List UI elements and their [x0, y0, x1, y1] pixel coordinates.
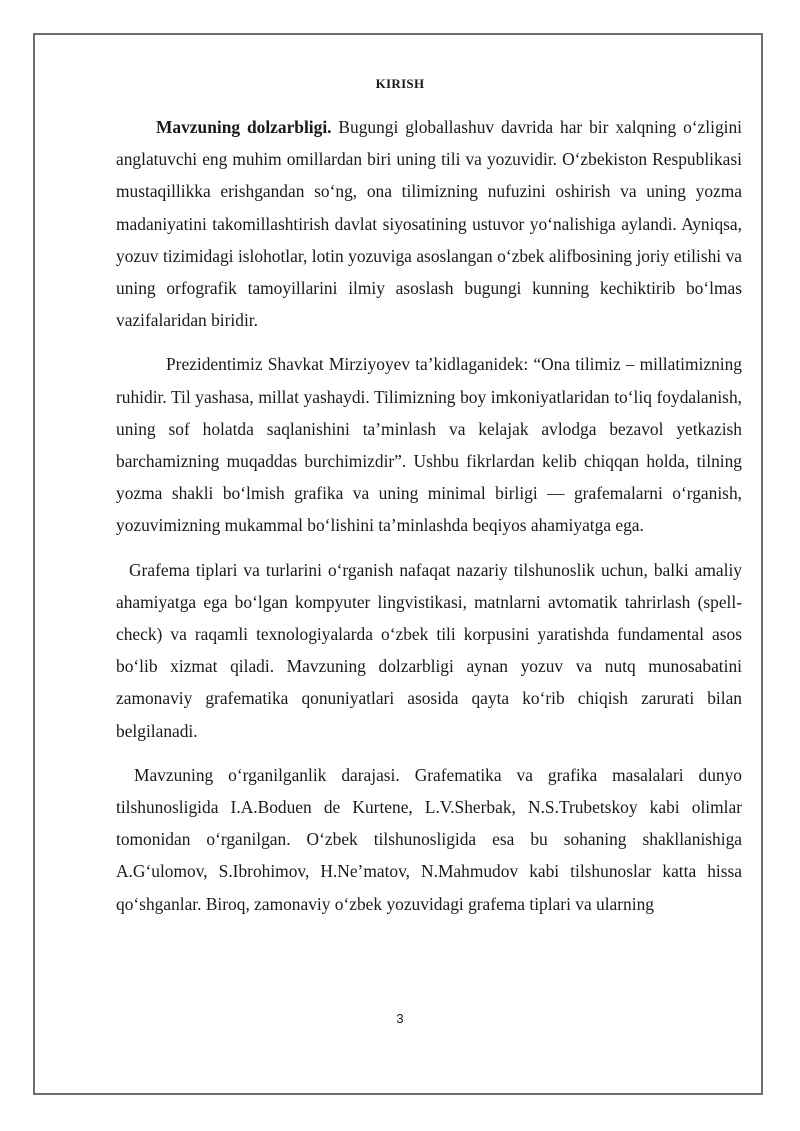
page-number: 3: [396, 1011, 404, 1026]
paragraph-grapheme-types: Grafema tiplari va turlarini o‘rganish nafaqat nazariy tilshunoslik uchun, balki amaliy ahamiyatga ega bo‘lgan kompyuter lingvistikasi, matnlarni avtomatik tahrirlash (spell-check) va raqamli texnologiyalarda o‘zbek tili korpusini yaratishda fundamental asos bo‘lib xizmat qiladi. Mavzuning dolzarbligi aynan yozuv va nutq munosabatini zamonaviy grafematika qonuniyatlari asosida qayta ko‘rib chiqish zarurati bilan belgilanadi.: [116, 559, 742, 741]
document-body: [116, 111, 742, 920]
paragraph-relevance: [116, 111, 742, 336]
section-heading: KIRISH: [375, 76, 425, 91]
paragraph-text: Bugungi globallashuv davrida har bir xalqning o‘zligini anglatuvchi eng muhim omillardan biri uning tili va yozuvidir. O‘zbekiston Respublikasi mustaqillikka erishgandan so‘ng, ona tilimizning nufuzini oshirish va uning yozma madaniyatini takomillashtirish davlat siyosatining ustuvor yo‘nalishiga aylandi. Ayniqsa, yozuv tizimidagi islohotlar, lotin yozuviga asoslangan o‘zbek alifbosining joriy etilishi va uning orfografik tamoyillarini ilmiy asoslash bugungi kunning kechiktirib bo‘lmas vazifalaridan biridir.: [116, 117, 742, 331]
paragraph-study-level: Mavzuning o‘rganilganlik darajasi. Grafematika va grafika masalalari dunyo tilshunosligida I.A.Boduen de Kurtene, L.V.Sherbak, N.S.Trubetskoy kabi olimlar tomonidan o‘rganilgan. O‘zbek tilshunosligida esa bu sohaning shakllanishiga A.G‘ulomov, S.Ibrohimov, H.Ne’matov, N.Mahmudov kabi tilshunoslar katta hissa qo‘shganlar. Biroq, zamonaviy o‘zbek yozuvidagi grafema tiplari va ularning: [116, 764, 742, 914]
paragraph-lead: Mavzuning dolzarbligi.: [156, 117, 332, 137]
paragraph-quote: Prezidentimiz Shavkat Mirziyoyev ta’kidlaganidek: “Ona tilimiz – millatimizning ruhidir. Til yashasa, millat yashaydi. Tilimizning boy imkoniyatlaridan to‘liq foydalanish, uning sof holatda saqlanishini ta’minlash va kelajak avlodga bezavol yetkazish barchamizning muqaddas burchimizdir”. Ushbu fikrlardan kelib chiqqan holda, tilning yozma shakli bo‘lmish grafika va uning minimal birligi — grafemalarni o‘rganish, yozuvimizning mukammal bo‘lishini ta’minlashda beqiyos ahamiyatga ega.: [116, 354, 742, 536]
